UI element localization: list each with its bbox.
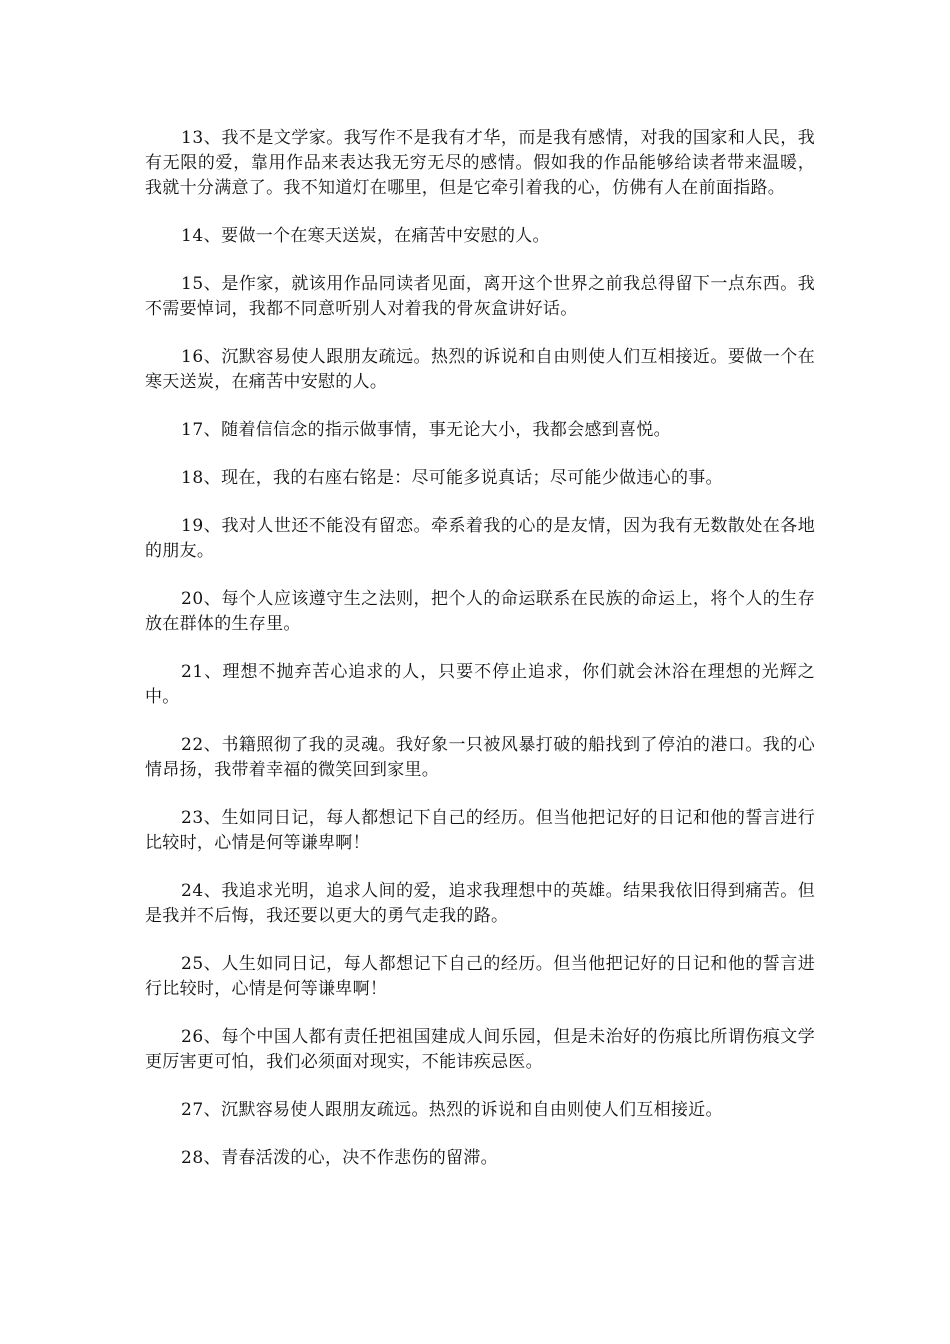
- quote-paragraph-23: [145, 806, 815, 856]
- document-body: [145, 126, 815, 1194]
- quote-paragraph-13: [145, 126, 815, 201]
- quote-number: 18、: [181, 468, 222, 488]
- quote-text: 生如同日记，每人都想记下自己的经历。但当他把记好的日记和他的誓言进行比较时，心情是何等谦卑啊！: [145, 808, 815, 853]
- quote-text: 我对人世还不能没有留恋。牵系着我的心的是友情，因为我有无数散处在各地的朋友。: [145, 516, 815, 561]
- quote-text: 理想不抛弃苦心追求的人，只要不停止追求，你们就会沐浴在理想的光辉之中。: [145, 662, 815, 707]
- quote-text: 我不是文学家。我写作不是我有才华，而是我有感情，对我的国家和人民，我有无限的爱，靠用作品来表达我无穷无尽的感情。假如我的作品能够给读者带来温暖，我就十分满意了。我不知道灯在哪里，但是它牵引着我的心，仿佛有人在前面指路。: [145, 128, 815, 198]
- quote-number: 19、: [181, 516, 222, 536]
- quote-paragraph-28: [145, 1146, 815, 1171]
- quote-paragraph-20: [145, 587, 815, 637]
- quote-text: 随着信信念的指示做事情，事无论大小，我都会感到喜悦。: [221, 420, 671, 440]
- quote-paragraph-26: [145, 1025, 815, 1075]
- quote-number: 22、: [181, 735, 222, 755]
- quote-paragraph-24: [145, 879, 815, 929]
- quote-number: 21、: [181, 662, 223, 682]
- quote-text: 沉默容易使人跟朋友疏远。热烈的诉说和自由则使人们互相接近。: [221, 1100, 723, 1120]
- quote-text: 是作家，就该用作品同读者见面，离开这个世界之前我总得留下一点东西。我不需要悼词，我都不同意听别人对着我的骨灰盒讲好话。: [145, 274, 815, 319]
- quote-number: 27、: [181, 1100, 222, 1120]
- quote-text: 人生如同日记，每人都想记下自己的经历。但当他把记好的日记和他的誓言进行比较时，心情是何等谦卑啊！: [145, 954, 815, 999]
- quote-text: 青春活泼的心，决不作悲伤的留滞。: [221, 1148, 498, 1168]
- quote-number: 14、: [181, 226, 222, 246]
- quote-paragraph-14: [145, 224, 815, 249]
- quote-paragraph-15: [145, 272, 815, 322]
- quote-paragraph-22: [145, 733, 815, 783]
- quote-text: 要做一个在寒天送炭，在痛苦中安慰的人。: [221, 226, 550, 246]
- quote-number: 24、: [181, 881, 222, 901]
- quote-number: 25、: [181, 954, 222, 974]
- quote-number: 17、: [181, 420, 222, 440]
- quote-number: 16、: [181, 347, 222, 367]
- quote-number: 23、: [181, 808, 222, 828]
- quote-number: 26、: [181, 1027, 222, 1047]
- quote-number: 15、: [181, 274, 222, 294]
- quote-paragraph-21: [145, 660, 815, 710]
- quote-paragraph-18: [145, 466, 815, 491]
- quote-text: 每个人应该遵守生之法则，把个人的命运联系在民族的命运上，将个人的生存放在群体的生存里。: [145, 589, 815, 634]
- quote-paragraph-19: [145, 514, 815, 564]
- quote-number: 28、: [181, 1148, 222, 1168]
- quote-text: 每个中国人都有责任把祖国建成人间乐园，但是未治好的伤痕比所谓伤痕文学更厉害更可怕，我们必须面对现实，不能讳疾忌医。: [145, 1027, 815, 1072]
- quote-text: 我追求光明，追求人间的爱，追求我理想中的英雄。结果我依旧得到痛苦。但是我并不后悔，我还要以更大的勇气走我的路。: [145, 881, 815, 926]
- quote-number: 13、: [181, 128, 222, 148]
- quote-paragraph-27: [145, 1098, 815, 1123]
- quote-paragraph-16: [145, 345, 815, 395]
- quote-number: 20、: [181, 589, 222, 609]
- quote-paragraph-17: [145, 418, 815, 443]
- quote-text: 沉默容易使人跟朋友疏远。热烈的诉说和自由则使人们互相接近。要做一个在寒天送炭，在痛苦中安慰的人。: [145, 347, 815, 392]
- quote-paragraph-25: [145, 952, 815, 1002]
- quote-text: 现在，我的右座右铭是：尽可能多说真话；尽可能少做违心的事。: [221, 468, 723, 488]
- quote-text: 书籍照彻了我的灵魂。我好象一只被风暴打破的船找到了停泊的港口。我的心情昂扬，我带着幸福的微笑回到家里。: [145, 735, 815, 780]
